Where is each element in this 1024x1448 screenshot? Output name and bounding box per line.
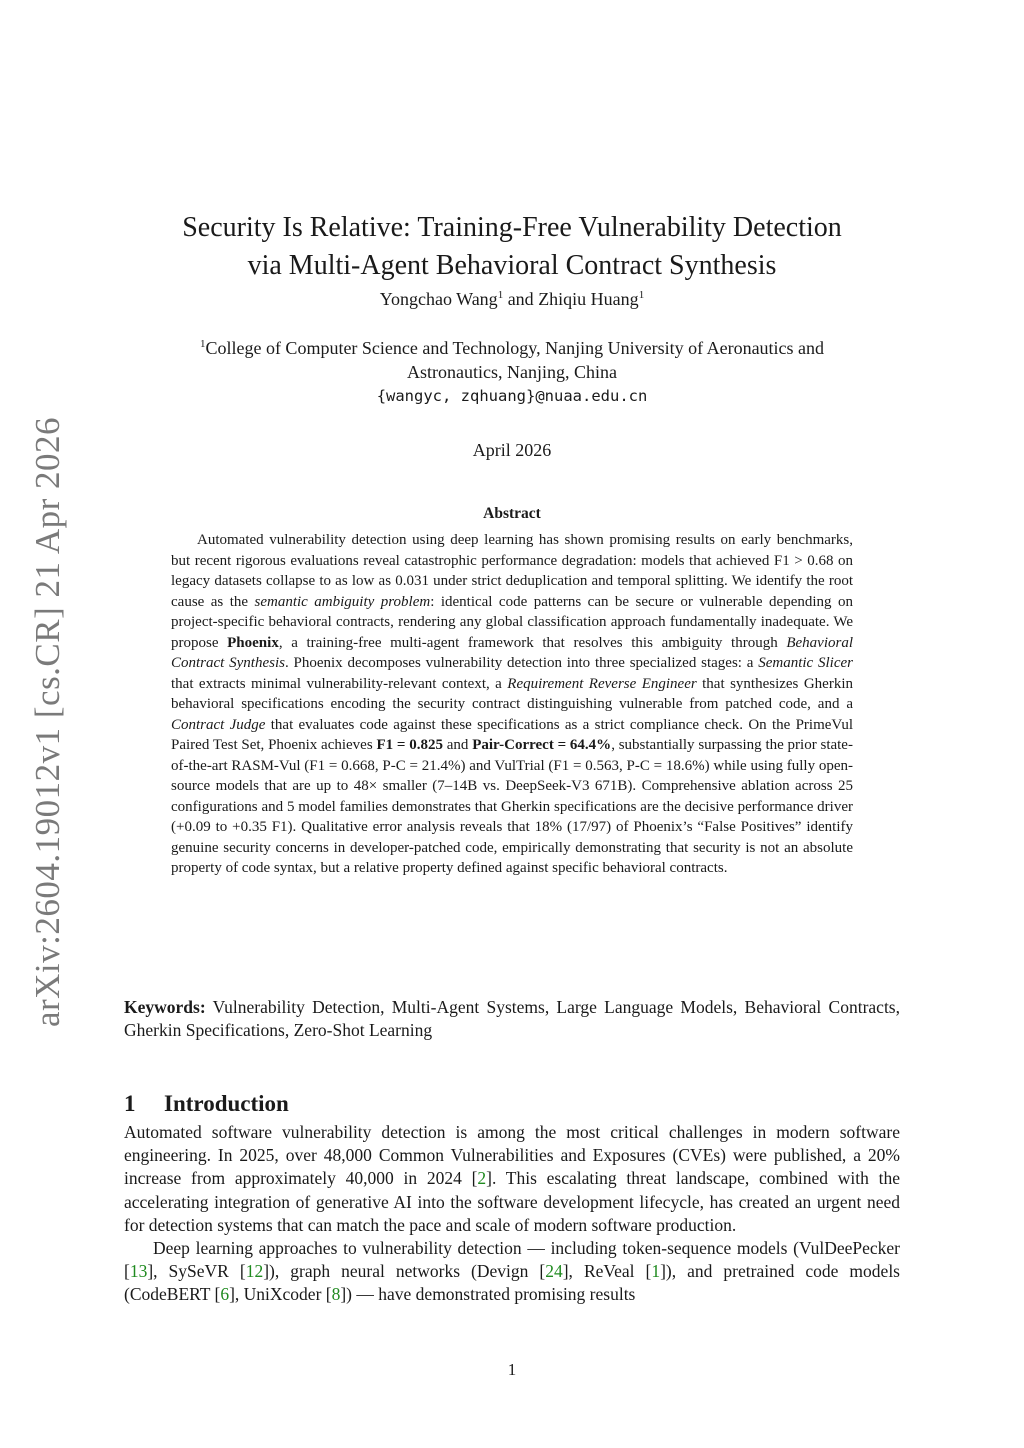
author-list	[0, 289, 1024, 310]
affiliation-line-1	[120, 332, 904, 360]
citation-link[interactable]: 24	[545, 1261, 563, 1282]
abstract-text: that extracts minimal vulnerability-relevant context, a	[171, 675, 508, 692]
abstract-bold: Phoenix	[227, 634, 279, 651]
author-email[interactable]: {wangyc, zqhuang}@nuaa.edu.cn	[376, 387, 648, 405]
body-text: ]) — have demonstrated promising results	[340, 1284, 636, 1305]
title-line-1: Security Is Relative: Training-Free Vulnerability Detection	[182, 211, 842, 243]
abstract-emphasis: semantic ambiguity problem	[254, 593, 431, 610]
intro-paragraph-1	[124, 1121, 900, 1237]
abstract-heading: Abstract	[483, 505, 541, 522]
abstract-emphasis: Contract Judge	[171, 716, 266, 733]
publication-date: April 2026	[472, 440, 552, 460]
abstract-text: Automated vulnerability detection using deep learning has shown promising results on early benchmarks, but recent rigorous evaluations reveal catastrophic performance degradation: models that achieved F1 > 0.68 on legacy datasets collapse to as low as 0.031 under strict deduplication and temporal splitting. We identify the root cause as the	[171, 532, 853, 610]
body-text: ]), graph neural networks (Devign [	[263, 1261, 546, 1282]
introduction-body	[124, 1121, 900, 1307]
author-1-affil-mark: 1	[497, 289, 504, 301]
citation-link[interactable]: 1	[651, 1261, 661, 1282]
affiliation-mark: 1	[199, 338, 206, 350]
body-text: ], SySeVR [	[147, 1261, 246, 1282]
abstract-text: , substantially surpassing the prior state-of-the-art RASM-Vul (F1 = 0.668, P-C = 21.4%) and VulTrial (F1 = 0.563, P-C = 18.6%) while using fully open-source models that are up to 48× smaller (7–14B vs. DeepSeek-V3 671B). Comprehensive ablation across 25 configurations and 5 model families demonstrates that Gherkin specifications are the decisive performance driver (+0.09 to +0.35 F1). Qualitative error analysis reveals that 18% (17/97) of Phoenix’s “False Positives” identify genuine security concerns in developer-patched code, empirically demonstrating that security is not an absolute property of code syntax, but a relative property defined against specific behavioral contracts.	[171, 737, 853, 876]
citation-link[interactable]: 2	[477, 1168, 487, 1189]
section-title: Introduction	[164, 1091, 289, 1117]
author-1: Yongchao Wang	[379, 289, 498, 309]
title-line-2: via Multi-Agent Behavioral Contract Synthesis	[247, 249, 777, 281]
abstract-body	[171, 530, 853, 879]
abstract-paragraph	[171, 530, 853, 879]
body-text: ]), and pretrained code models (CodeBERT [	[124, 1261, 900, 1305]
abstract-emphasis: Semantic Slicer	[758, 655, 853, 671]
abstract-bold: Pair-Correct = 64.4%	[472, 737, 612, 753]
citation-link[interactable]: 13	[129, 1261, 148, 1282]
author-2: Zhiqiu Huang	[538, 289, 639, 309]
abstract-bold: F1 = 0.825	[376, 737, 443, 753]
citation-link[interactable]: 6	[220, 1284, 230, 1305]
page-number: 1	[507, 1360, 517, 1379]
citation-link[interactable]: 8	[331, 1284, 341, 1305]
abstract-emphasis: Behavioral Contract Synthesis	[171, 634, 853, 671]
affiliation-text-1: College of Computer Science and Technology, Nanjing University of Aeronautics and	[205, 338, 825, 358]
body-text: ], ReVeal [	[562, 1261, 652, 1282]
body-text: Automated software vulnerability detection is among the most critical challenges in modern software engineering. In 2025, over 48,000 Common Vulnerabilities and Exposures (CVEs) were published, a 20% increase from approximately 40,000 in 2024 [	[124, 1122, 900, 1189]
citation-link[interactable]: 12	[245, 1261, 264, 1282]
abstract-text: : identical code patterns can be secure or vulnerable depending on project-specific behavioral contracts, rendering any global classification approach fundamentally inadequate. We propose	[171, 593, 853, 651]
body-text: ]. This escalating threat landscape, combined with the accelerating integration of generative AI into the software development lifecycle, has created an urgent need for detection systems that can match the pace and scale of modern software production.	[124, 1168, 901, 1235]
abstract-text: , a training-free multi-agent framework that resolves this ambiguity through	[278, 634, 787, 651]
keywords-list: Vulnerability Detection, Multi-Agent Systems, Large Language Models, Behavioral Contracts, Gherkin Specifications, Zero-Shot Learning	[124, 997, 900, 1040]
body-text: Deep learning approaches to vulnerability detection — including token-sequence models (VulDeePecker [	[124, 1238, 900, 1282]
abstract-text: that evaluates code against these specifications as a strict compliance check. On the PrimeVul Paired Test Set, Phoenix achieves	[171, 716, 854, 753]
author-2-affil-mark: 1	[638, 289, 645, 301]
abstract-text: . Phoenix decomposes vulnerability detection into three specialized stages: a	[284, 655, 759, 671]
intro-paragraph-2	[124, 1237, 900, 1307]
author-conjunction: and	[503, 289, 539, 309]
abstract-emphasis: Requirement Reverse Engineer	[507, 675, 697, 692]
abstract-text: and	[442, 737, 473, 753]
keywords-label: Keywords:	[124, 997, 206, 1017]
keywords	[124, 996, 900, 1042]
abstract-text: that synthesizes Gherkin behavioral specifications encoding the security contract distinguishing vulnerable from patched code, and a	[171, 675, 853, 712]
body-text: ], UniXcoder [	[229, 1284, 332, 1305]
affiliation	[120, 332, 904, 408]
arxiv-identifier: arXiv:2604.19012v1 [cs.CR] 21 Apr 2026	[28, 416, 67, 1028]
section-number: 1	[124, 1091, 136, 1117]
section-heading	[124, 1091, 289, 1117]
affiliation-line-2: Astronautics, Nanjing, China	[407, 362, 617, 382]
paper-title	[0, 209, 1024, 285]
